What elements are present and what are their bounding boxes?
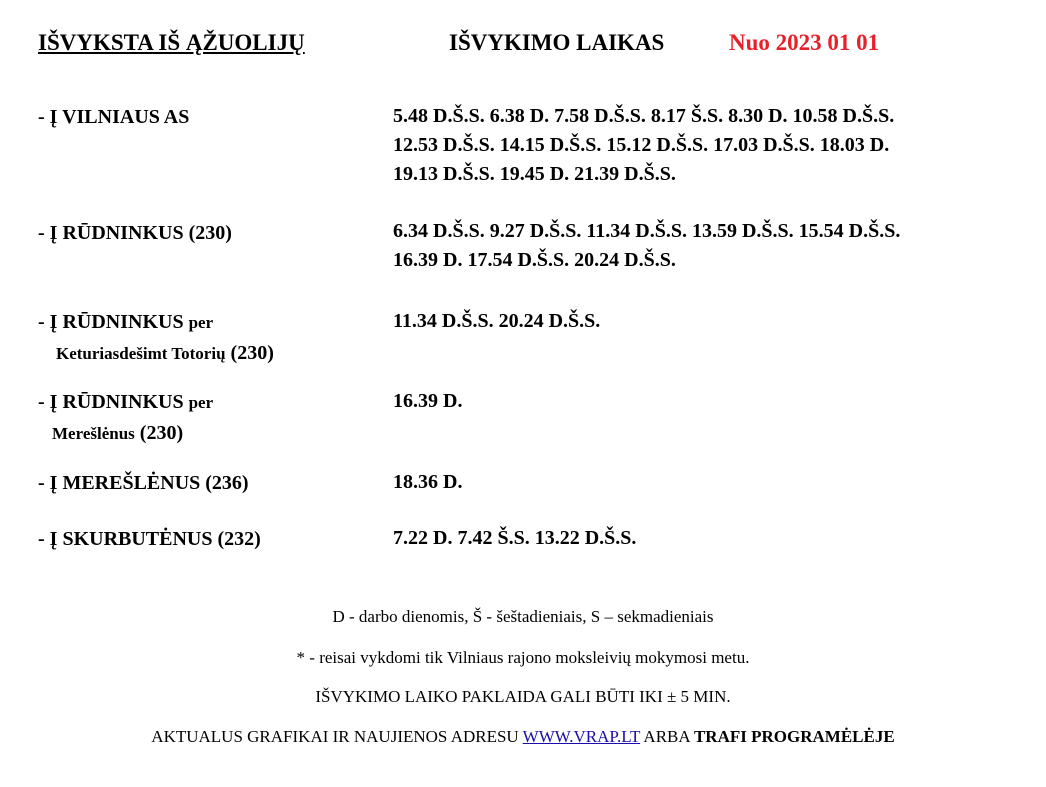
route-name-main: - Į RŪDNINKUS xyxy=(38,311,184,333)
trafi-app-text: TRAFI PROGRAMĖLĖJE xyxy=(693,727,895,746)
vrap-link[interactable]: WWW.VRAP.LT xyxy=(522,727,641,746)
times-line: 12.53 D.Š.S. 14.15 D.Š.S. 15.12 D.Š.S. 17.03 D.Š.S. 18.03 D. xyxy=(393,134,890,156)
info-line xyxy=(0,726,1046,748)
route-times-rudninkus-via-totoriu xyxy=(393,307,993,336)
tolerance-note: IŠVYKIMO LAIKO PAKLAIDA GALI BŪTI IKI ± 5 MIN. xyxy=(315,687,731,706)
legend-text: D - darbo dienomis, Š - šeštadieniais, S – sekmadieniais xyxy=(332,607,714,626)
route-name-vilnius: - Į VILNIAUS AS xyxy=(38,106,190,128)
route-name-main: - Į RŪDNINKUS xyxy=(38,391,184,413)
valid-from-date: Nuo 2023 01 01 xyxy=(729,30,880,55)
route-number: (230) xyxy=(139,422,184,444)
route-name-rudninkus-via-totoriu xyxy=(38,310,274,366)
route-times-mereslenus xyxy=(393,468,993,497)
info-mid: ARBA xyxy=(643,727,690,746)
times-line: 19.13 D.Š.S. 19.45 D. 21.39 D.Š.S. xyxy=(393,163,676,185)
times-line: 11.34 D.Š.S. 20.24 D.Š.S. xyxy=(393,310,601,332)
station-title: IŠVYKSTA IŠ ĄŽUOLIJŲ xyxy=(38,30,305,55)
route-times-skurbutenus xyxy=(393,524,993,553)
times-line: 16.39 D. xyxy=(393,390,463,412)
route-number: (230) xyxy=(230,342,274,364)
route-via-place: Merešlėnus xyxy=(52,424,135,443)
times-line: 16.39 D. 17.54 D.Š.S. 20.24 D.Š.S. xyxy=(393,249,676,271)
times-line: 6.34 D.Š.S. 9.27 D.Š.S. 11.34 D.Š.S. 13.59 D.Š.S. 15.54 D.Š.S. xyxy=(393,220,901,242)
times-line: 18.36 D. xyxy=(393,471,463,493)
route-times-rudninkus xyxy=(393,217,993,275)
school-note: * - reisai vykdomi tik Vilniaus rajono moksleivių mokymosi metu. xyxy=(296,648,750,667)
times-line: 5.48 D.Š.S. 6.38 D. 7.58 D.Š.S. 8.17 Š.S. 8.30 D. 10.58 D.Š.S. xyxy=(393,105,895,127)
info-prefix: AKTUALUS GRAFIKAI IR NAUJIENOS ADRESU xyxy=(151,727,519,746)
route-times-rudninkus-via-mereslenus xyxy=(393,387,993,416)
times-line: 7.22 D. 7.42 Š.S. 13.22 D.Š.S. xyxy=(393,527,637,549)
route-name-rudninkus-via-mereslenus xyxy=(38,390,213,446)
route-name-mereslenus: - Į MEREŠLĖNUS (236) xyxy=(38,472,249,494)
route-via-line xyxy=(38,421,213,446)
route-name-rudninkus: - Į RŪDNINKUS (230) xyxy=(38,222,232,244)
route-via-word: per xyxy=(188,313,214,332)
route-via-place: Keturiasdešimt Totorių xyxy=(56,344,226,363)
route-name-skurbutenus: - Į SKURBUTĖNUS (232) xyxy=(38,528,261,550)
route-via-word: per xyxy=(188,393,214,412)
departure-time-heading: IŠVYKIMO LAIKAS xyxy=(449,30,665,55)
route-times-vilnius xyxy=(393,102,993,189)
route-via-line xyxy=(38,341,274,366)
